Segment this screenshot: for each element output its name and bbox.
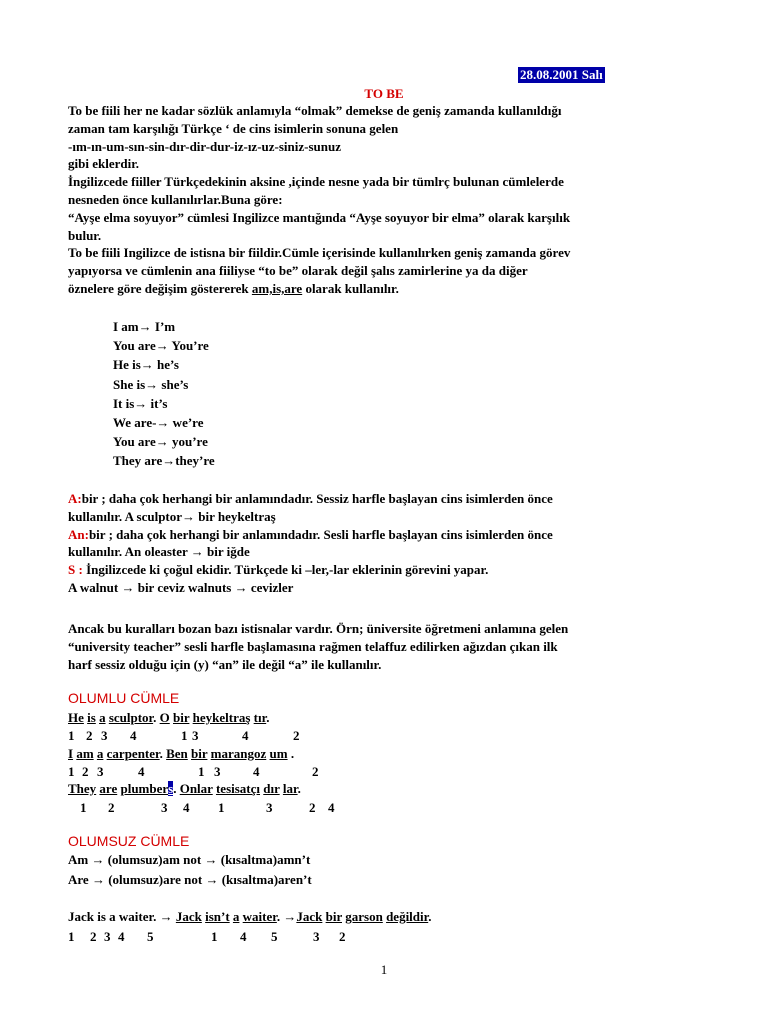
plural-s-line2: A walnut → bir ceviz walnuts → cevizler xyxy=(68,579,294,595)
positive-heading: OLUMLU CÜMLE xyxy=(68,690,180,706)
exception-line: “university teacher” sesli harfle başlamasına rağmen telaffuz edilirken ağızdan çıkan ilk xyxy=(68,638,558,654)
intro-line: yapıyorsa ve cümlenin ana fiiliyse “to be” olarak değil şalıs zamirlerine ya da diğer xyxy=(68,263,528,279)
exception-paragraph xyxy=(68,620,668,673)
article-a-line1: A:bir ; daha çok herhangi bir anlamındadır. Sessiz harfle başlayan cins isimlerden önce xyxy=(68,491,553,506)
intro-paragraph xyxy=(68,102,668,298)
intro-line: nesneden önce kullanılırlar.Buna göre: xyxy=(68,191,283,207)
articles-section xyxy=(68,490,668,597)
positive-sentence-3: They are plumbers. Onlar tesisatçı dır lar. xyxy=(68,781,301,796)
document-page: 28.08.2001 Salı TO BE To be fiili her ne kadar sözlük anlamıyla “olmak” demekse de geniş zamanda kullanıldığı zaman tam karşılığı Türkçe ‘ de cins isimlerin sonuna gelen -ım-ın-um-sın-sin-dır-dir-dur-iz-ız-uz-siniz-sunuz gibi eklerdir. İngilizcede fiiller Türkçedekinin aksine ,içinde nesne yada bir tümlrç bulunan cümlelerde nesneden önce kullanılırlar.Buna göre: “Ayşe elma soyuyor” cümlesi Ingilizce mantığında “Ayşe soyuyor bir elma” olarak karşılık bulur. To be fiili Ingilizce de istisna bir fiildir.Cümle içerisinde kullanılırken geniş zamanda görev yapıyorsa ve cümlenin ana fiiliyse “to be” olarak değil şalıs zamirlerine ya da diğer öznelere göre değişim göstererek am,is,are olarak kullanılır. I am→ I’m You are→ You’re He is→ he’s She is→ she’s It is→ it’s We are-→ we’re You are→ you’re They are→they’re A:bir ; daha çok herhangi bir anlamındadır. Sessiz harfle başlayan cins isimlerden önce kullanılır. A sculptor→ bir heykeltraş An:bir ; daha çok herhangi bir anlamındadır. Sesli harfle başlayan cins isimlerden önce kullanılır. An oleaster → bir iğde S : İngilizcede ki çoğul ekidir. Türkçede ki –ler,-lar eklerinin görevini yapar. A walnut → bir ceviz walnuts → cevizler Ancak bu kuralları bozan bazı istisnalar vardır. Örn; üniversite öğretmeni anlamına gelen “university teacher” sesli harfle başlamasına rağmen telaffuz edilirken ağızdan çıkan ilk harf sessiz olduğu için (y) “an” ile değil “a” ile kullanılır. OLUMLU CÜMLE He is a sculptor. O bir heykeltraş tır. 1 2 3 4 1 3 4 2 I am a carpenter. Ben bir marangoz um . 1 2 3 4 1 3 4 2 They are plumbers. Onlar tesisatçı dır lar. 1 2 3 4 1 3 2 4 OLUMSUZ CÜMLE Am → (olumsuz)am not → (kısaltma)amn’t Are → (olumsuz)are not → (kısaltma)aren’t Jack is a waiter. → Jack isn’t a waiter. →Jack bir garson değildir. 1 2 3 4 5 1 4 5 3 2 1 xyxy=(0,0,768,1024)
article-a-line2: kullanılır. A sculptor→ bir heykeltraş xyxy=(68,508,276,524)
intro-line: öznelere göre değişim göstererek am,is,are olarak kullanılır. xyxy=(68,280,399,296)
negative-heading: OLUMSUZ CÜMLE xyxy=(68,833,190,849)
intro-line: bulur. xyxy=(68,227,102,243)
intro-line: zaman tam karşılığı Türkçe ‘ de cins isimlerin sonuna gelen xyxy=(68,120,399,136)
list-item: He is→ he’s xyxy=(113,357,179,373)
negative-rule-am: Am → (olumsuz)am not → (kısaltma)amn’t xyxy=(68,852,311,867)
list-item: You are→ You’re xyxy=(113,338,209,354)
page-title: TO BE xyxy=(364,86,404,101)
list-item: You are→ you’re xyxy=(113,434,208,450)
list-item: It is→ it’s xyxy=(113,395,168,411)
intro-line: To be fiili Ingilizce de istisna bir fiildir.Cümle içerisinde kullanılırken geniş zamanda görev xyxy=(68,245,571,261)
intro-line: -ım-ın-um-sın-sin-dır-dir-dur-iz-ız-uz-siniz-sunuz xyxy=(68,138,341,154)
date-highlight: 28.08.2001 Salı xyxy=(520,67,603,82)
list-item: I am→ I’m xyxy=(113,319,176,334)
article-an-line1: An:bir ; daha çok herhangi bir anlamındadır. Sesli harfle başlayan cins isimlerden önce xyxy=(68,526,553,542)
intro-line: gibi eklerdir. xyxy=(68,156,140,172)
exception-line: harf sessiz olduğu için (y) “an” ile değil “a” ile kullanılır. xyxy=(68,656,382,672)
list-item: She is→ she’s xyxy=(113,376,189,392)
plural-s-line1: S : İngilizcede ki çoğul ekidir. Türkçede ki –ler,-lar eklerinin görevini yapar. xyxy=(68,562,489,578)
contraction-list xyxy=(113,317,215,471)
intro-line: To be fiili her ne kadar sözlük anlamıyla “olmak” demekse de geniş zamanda kullanıldığı xyxy=(68,103,562,118)
intro-line: “Ayşe elma soyuyor” cümlesi Ingilizce mantığında “Ayşe soyuyor bir elma” olarak karşılık xyxy=(68,209,571,225)
negative-rule-are: Are → (olumsuz)are not → (kısaltma)aren’t xyxy=(68,872,312,887)
list-item: They are→they’re xyxy=(113,453,215,469)
positive-sentence-2: I am a carpenter. Ben bir marangoz um . xyxy=(68,746,295,761)
page-number: 1 xyxy=(380,962,388,977)
positive-sentence-1: He is a sculptor. O bir heykeltraş tır. xyxy=(68,710,270,725)
negative-example: Jack is a waiter. → Jack isn’t a waiter. →Jack bir garson değildir. xyxy=(68,909,432,924)
intro-line: İngilizcede fiiller Türkçedekinin aksine ,içinde nesne yada bir tümlrç bulunan cümlelerde xyxy=(68,174,564,190)
article-an-line2: kullanılır. An oleaster → bir iğde xyxy=(68,544,250,560)
list-item: We are-→ we’re xyxy=(113,415,204,431)
exception-line: Ancak bu kuralları bozan bazı istisnalar vardır. Örn; üniversite öğretmeni anlamına gelen xyxy=(68,621,569,636)
